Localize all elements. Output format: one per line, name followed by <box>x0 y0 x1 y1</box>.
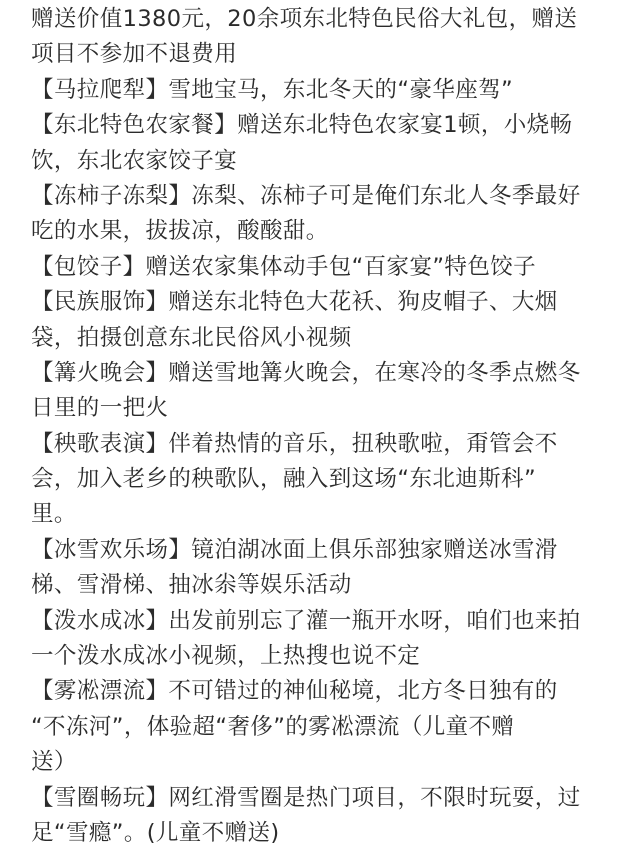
text-line: 【雾凇漂流】不可错过的神仙秘境，北方冬日独有的 <box>31 678 558 705</box>
text-line: 里。 <box>31 501 77 528</box>
text-line: 足“雪瘾”。(儿童不赠送) <box>31 819 280 846</box>
text-line: 【包饺子】赠送农家集体动手包“百家宴”特色饺子 <box>31 253 537 280</box>
text-line: 【雪圈畅玩】网红滑雪圈是热门项目，不限时玩耍，过 <box>31 784 581 811</box>
text-line: 会，加入老乡的秧歌队，融入到这场“东北迪斯科” <box>31 466 537 493</box>
text-line: 赠送价值1380元，20余项东北特色民俗大礼包，赠送 <box>31 6 578 32</box>
text-line: 袋，拍摄创意东北民俗风小视频 <box>31 324 352 351</box>
text-line: 饮，东北农家饺子宴 <box>31 147 238 174</box>
text-line: 梯、雪滑梯、抽冰尜等娱乐活动 <box>31 572 352 599</box>
text-line: 一个泼水成冰小视频，上热搜也说不定 <box>31 643 421 670</box>
text-line: 【东北特色农家餐】赠送东北特色农家宴1顿，小烧畅 <box>31 112 573 139</box>
text-line: 【冰雪欢乐场】镜泊湖冰面上俱乐部独家赠送冰雪滑 <box>31 536 558 563</box>
text-line: 吃的水果，拔拔凉，酸酸甜。 <box>31 218 329 245</box>
text-line: 项目不参加不退费用 <box>31 41 238 68</box>
text-line: 【民族服饰】赠送东北特色大花袄、狗皮帽子、大烟 <box>31 289 558 316</box>
article-body <box>31 0 616 851</box>
text-line: “不冻河”，体验超“奢侈”的雾凇漂流（儿童不赠 <box>31 713 515 740</box>
text-line: 【秧歌表演】伴着热情的音乐，扭秧歌啦，甭管会不 <box>31 430 558 457</box>
text-line: 【马拉爬犁】雪地宝马，东北冬天的“豪华座驾” <box>31 76 514 103</box>
text-line: 【冻柿子冻梨】冻梨、冻柿子可是俺们东北人冬季最好 <box>31 182 581 209</box>
text-line: 【篝火晚会】赠送雪地篝火晚会，在寒冷的冬季点燃冬 <box>31 359 581 386</box>
text-line: 【泼水成冰】出发前别忘了灌一瓶开水呀，咱们也来拍 <box>31 607 581 634</box>
text-line: 送） <box>31 749 77 776</box>
text-line: 日里的一把火 <box>31 395 169 422</box>
